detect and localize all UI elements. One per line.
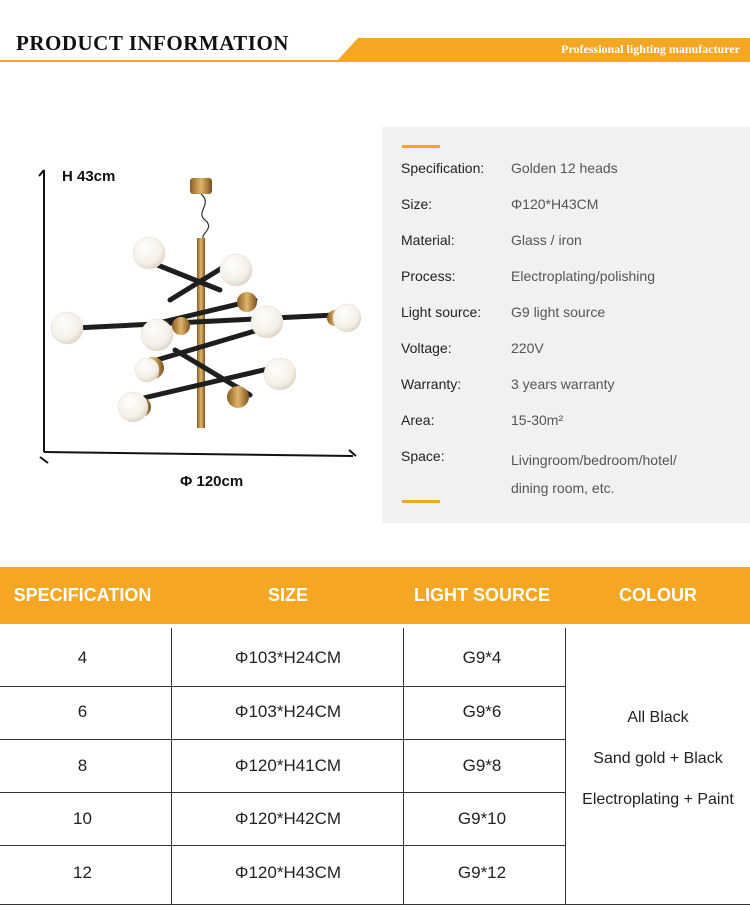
cell-light-source: G9*12: [457, 863, 507, 882]
header-subtitle: Professional lighting manufacturer: [561, 42, 740, 56]
colour-option: Sand gold + Black: [593, 750, 723, 767]
table-divider: [0, 792, 565, 793]
spec-label: Size:: [401, 196, 433, 212]
spec-value: 15-30m²: [511, 412, 564, 428]
spec-value: Glass / iron: [511, 232, 582, 248]
spec-label: Warranty:: [401, 376, 462, 392]
cell-spec: 6: [77, 702, 88, 721]
table-header: [0, 567, 750, 624]
cell-size: Φ120*H41CM: [234, 756, 342, 775]
column-header-specification: SPECIFICATION: [13, 585, 152, 605]
table-divider: [0, 845, 565, 846]
table-divider: [0, 904, 750, 905]
height-dimension-label: H 43cm: [62, 168, 116, 185]
chandelier-diagram: [35, 160, 365, 500]
spec-label: Process:: [401, 268, 456, 284]
spec-label: Light source:: [401, 304, 482, 320]
column-header-size: SIZE: [267, 585, 308, 605]
canopy: [190, 178, 212, 194]
cell-spec: 10: [73, 809, 92, 828]
spec-value: Electroplating/polishing: [511, 268, 655, 284]
colour-option: Electroplating + Paint: [582, 791, 734, 808]
cell-spec: 12: [73, 863, 92, 882]
cell-spec: 4: [77, 648, 88, 667]
spec-accent-top: [402, 145, 440, 148]
page-title: PRODUCT INFORMATION: [16, 31, 289, 55]
cell-size: Φ103*H24CM: [234, 702, 342, 721]
spec-value: Φ120*H43CM: [511, 196, 599, 212]
spec-value: G9 light source: [511, 304, 606, 320]
cord: [201, 194, 209, 238]
cell-light-source: G9*10: [457, 809, 507, 828]
spec-label: Specification:: [401, 160, 485, 176]
central-rod: [197, 238, 205, 428]
spec-label: Material:: [401, 232, 455, 248]
column-header-light-source: LIGHT SOURCE: [413, 585, 550, 605]
header-underline: [0, 60, 360, 62]
glass-globes: [51, 237, 361, 422]
spec-value-continued: dining room, etc.: [511, 480, 615, 496]
cell-size: Φ103*H24CM: [234, 648, 342, 667]
spec-value: Golden 12 heads: [511, 160, 618, 176]
cell-spec: 8: [77, 756, 88, 775]
table-divider: [0, 686, 565, 687]
cell-light-source: G9*8: [462, 756, 502, 775]
spec-accent-bottom: [402, 500, 440, 503]
cell-light-source: G9*4: [462, 648, 502, 667]
table-divider: [0, 739, 565, 740]
spec-label: Space:: [401, 448, 445, 464]
spec-label: Area:: [401, 412, 435, 428]
column-header-colour: COLOUR: [619, 585, 697, 605]
width-dimension-label: Φ 120cm: [180, 473, 244, 490]
spec-value: 220V: [511, 340, 544, 356]
spec-label: Voltage:: [401, 340, 452, 356]
spec-value: Livingroom/bedroom/hotel/: [511, 452, 677, 468]
cell-size: Φ120*H43CM: [234, 863, 342, 882]
cell-size: Φ120*H42CM: [234, 809, 342, 828]
spec-value: 3 years warranty: [511, 376, 615, 392]
colour-option: All Black: [627, 709, 689, 726]
cell-light-source: G9*6: [462, 702, 502, 721]
